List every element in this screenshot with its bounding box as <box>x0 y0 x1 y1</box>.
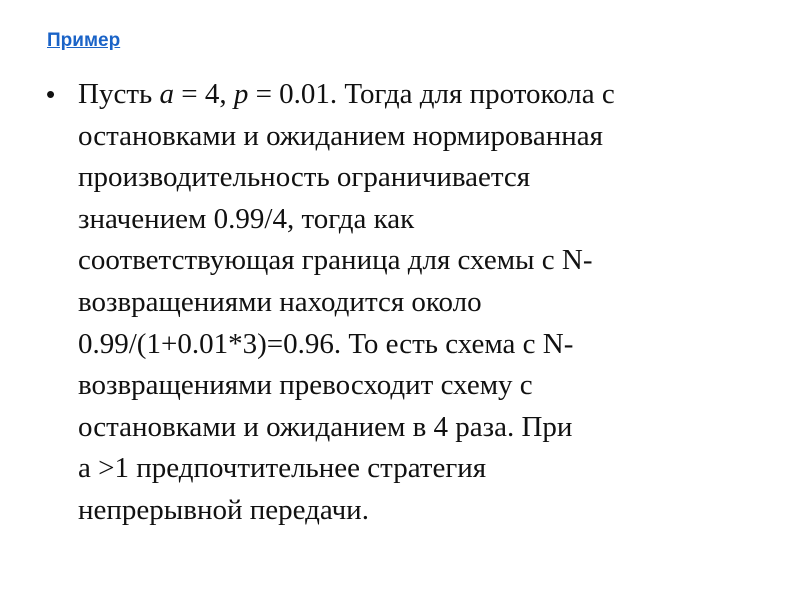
text-fragment: Пусть <box>78 78 160 110</box>
bullet-text <box>78 74 766 532</box>
text-line-11: непрерывной передачи. <box>78 493 369 526</box>
variable-a: a <box>159 78 174 110</box>
slide-title-link[interactable]: Пример <box>47 30 121 51</box>
variable-p: p <box>233 78 249 110</box>
text-line-10: a >1 предпочтительнее стратегия <box>78 452 487 485</box>
bullet-marker: • <box>46 79 56 109</box>
text-line-6: возвращениями находится около <box>78 285 482 318</box>
text-line-9: остановками и ожиданием в 4 раза. При <box>78 410 573 443</box>
text-fragment: = 0.01. Тогда для протокола с <box>248 78 615 110</box>
text-line-1 <box>78 74 766 116</box>
text-line-8: возвращениями превосходит схему с <box>78 369 533 402</box>
text-line-7: 0.99/(1+0.01*3)=0.96. То есть схема с N- <box>78 327 574 360</box>
text-fragment: = 4, <box>173 78 234 110</box>
text-line-2: остановками и ожиданием нормированная <box>78 119 603 152</box>
text-line-5: соответствующая граница для схемы с N- <box>78 244 593 277</box>
text-line-3: производительность ограничивается <box>78 161 531 194</box>
bullet-list <box>46 74 766 532</box>
text-line-4: значением 0.99/4, тогда как <box>78 202 415 235</box>
bullet-item <box>46 74 766 532</box>
